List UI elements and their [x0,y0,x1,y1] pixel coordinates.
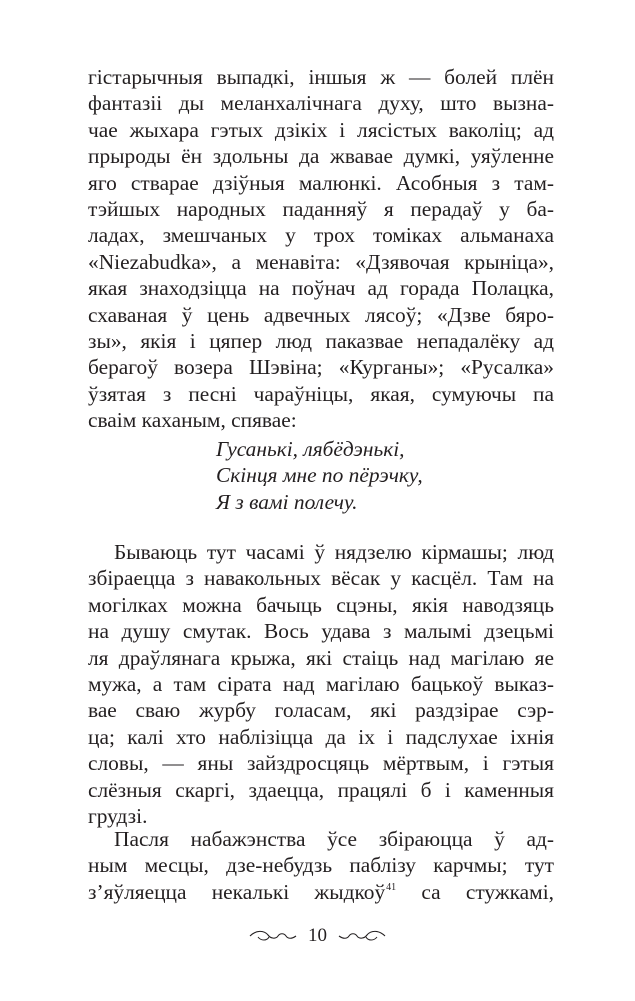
text-line: ладах, змешчаных у трох томіках альманаха [88,223,554,248]
text-line: берагоў возера Шэвіна; «Курганы»; «Русалка» [88,355,554,380]
text-line: чае жыхара гэтых дзікіх і лясістых ваколіц; ад [88,117,554,142]
text-line: могілках можна бачыць сцэны, якія наводзяць [88,592,554,617]
text-line: збіраецца з навакольных вёсак у касцёл. Там на [88,566,554,591]
page-number: 10 [308,925,327,946]
text-line [88,879,554,905]
text-line: сваім каханым, спявае: [88,408,297,433]
poem-line: Скінця мне по пёрэчку, [216,463,423,488]
text-line: ля драўлянага крыжа, які стаіць над магілаю яе [88,645,554,670]
paragraph-1 [88,64,554,433]
text-line: яго стварае дзіўныя малюнкі. Асобныя з там- [88,170,554,195]
text-line: якая знаходзіцца на поўнач ад горада Полацка, [88,276,554,301]
text-line: схаваная ў цень адвечных лясоў; «Дзве бяро- [88,302,554,327]
poem-line: Я з вамі полечу. [216,489,358,514]
text-line: грудзі. [88,803,148,828]
text-fragment: са стужкамі, [396,879,555,904]
text-line: прыроды ён здольны да жвавае думкі, уяўленне [88,144,554,169]
paragraph-3 [88,826,554,905]
text-line: Бываюць тут часамі ў нядзелю кірмашы; люд [114,540,554,564]
text-line: фантазіі ды меланхалічнага духу, што вызна- [88,91,554,116]
text-line: словы, — яны зайздросцяць мёртвым, і гэтыя [88,751,554,776]
footnote-marker[interactable]: 41 [386,881,397,893]
text-line: мужа, а там сірата над магілаю бацькоў выказ- [88,671,554,696]
text-fragment: з’яўляецца некалькі жыдкоў [88,879,386,904]
text-line: гістарычныя выпадкі, іншыя ж — болей плён [88,65,554,89]
text-line: тэйшых народных паданняў я перадаў у ба- [88,196,554,221]
right-flourish-icon [337,929,387,943]
paragraph-2 [88,539,554,829]
page-footer [0,925,635,947]
text-line: Пасля набажэнства ўсе збіраюцца ў ад- [114,827,554,851]
text-line: на душу смутак. Вось удава з малымі дзецьмі [88,619,554,644]
text-line: вае сваю журбу голасам, які раздзірае сэр- [88,698,554,723]
text-line: «Niezabudka», а менавіта: «Дзявочая крыніца», [88,249,554,274]
left-flourish-icon [248,929,298,943]
text-line: зы», якія і цяпер люд паказвае непадалёку ад [88,328,554,353]
poem-line: Гусанькі, лябёдэнькі, [216,437,405,461]
poem-quote [216,436,423,515]
text-line: слёзныя скаргі, здаецца, працялі б і каменныя [88,777,554,802]
text-line: ца; калі хто наблізіцца да іх і падслухае іхнія [88,724,554,749]
text-line: ным месцы, дзе-небудзь паблізу карчмы; тут [88,853,554,878]
text-line: ўзятая з песні чараўніцы, якая, сумуючы па [88,381,554,406]
